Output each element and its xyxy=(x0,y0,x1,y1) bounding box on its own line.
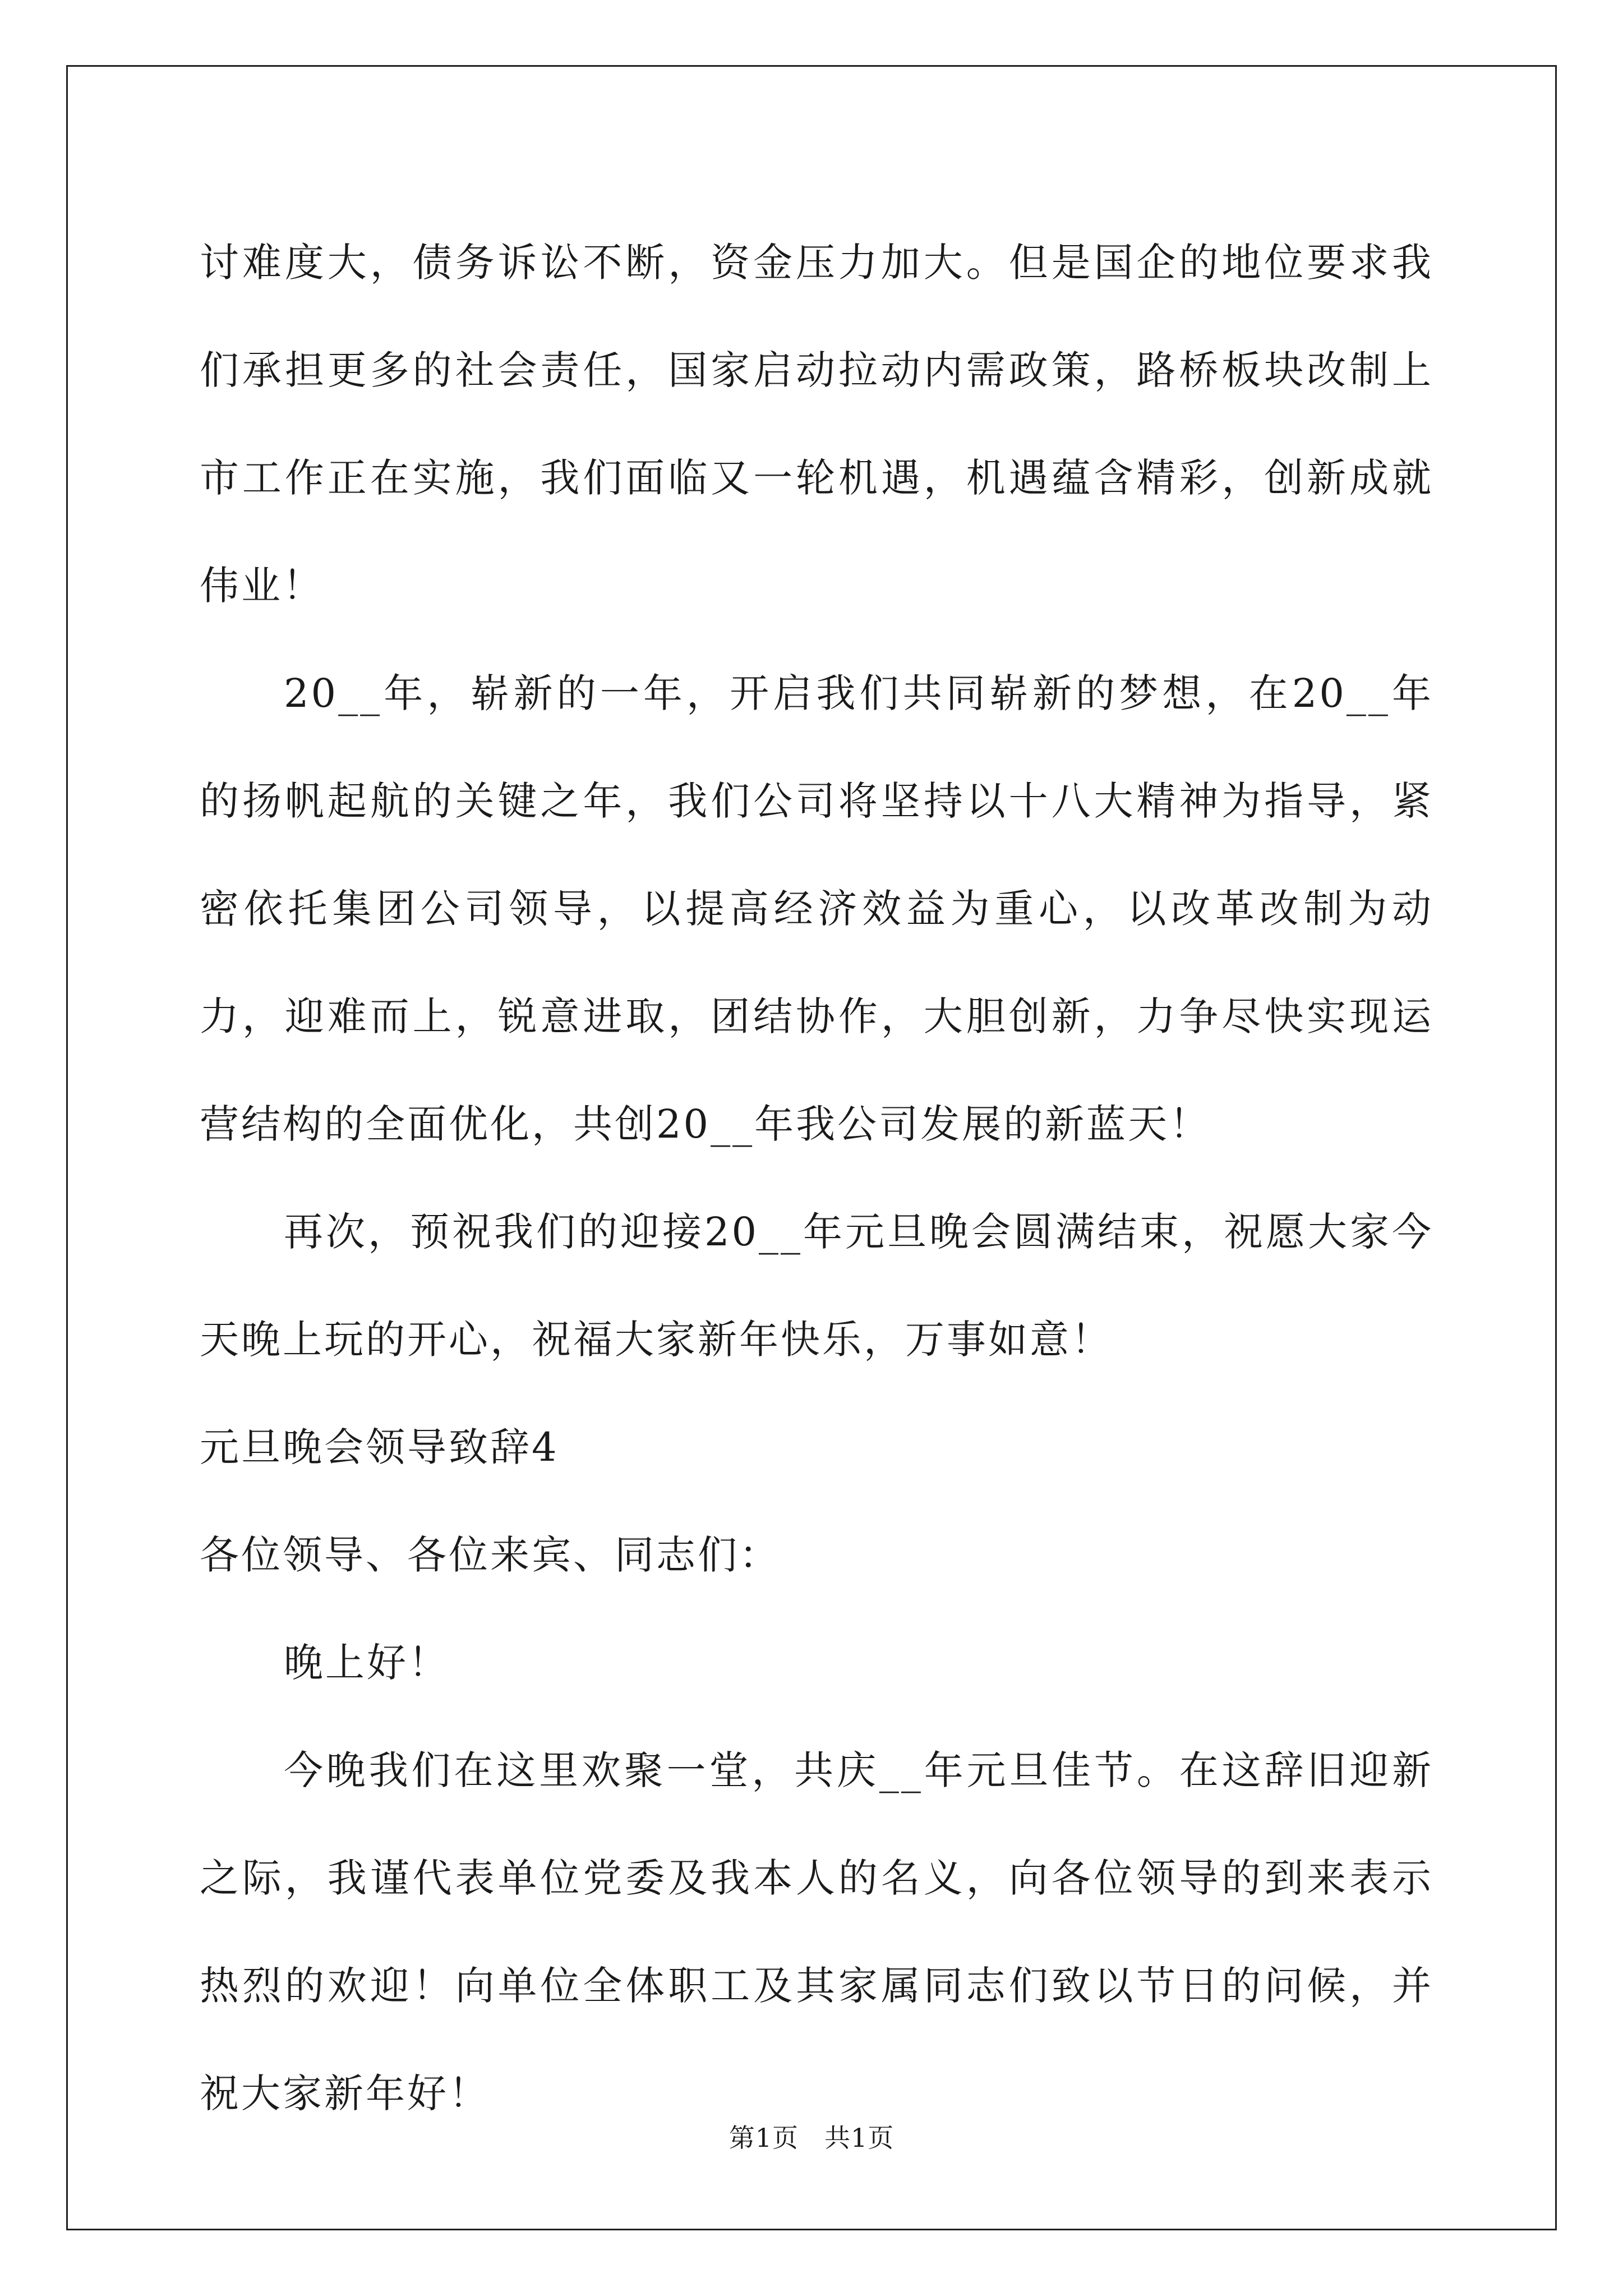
paragraph-continuation: 讨难度大，债务诉讼不断，资金压力加大。但是国企的地位要求我们承担更多的社会责任，国家启动拉动内需政策，路桥板块改制上市工作正在实施，我们面临又一轮机遇，机遇蕴含精彩，创新成就伟业！ xyxy=(200,240,1433,609)
page-number: 第1页 xyxy=(728,2123,799,2153)
paragraph-closing-wishes: 再次，预祝我们的迎接20__年元旦晚会圆满结束，祝愿大家今天晚上玩的开心，祝福大家新年快乐，万事如意！ xyxy=(200,1209,1433,1363)
salutation: 各位领导、各位来宾、同志们： xyxy=(200,1532,781,1578)
speech-title: 元旦晚会领导致辞4 xyxy=(200,1424,559,1470)
greeting: 晚上好！ xyxy=(284,1640,450,1686)
page-total: 共1页 xyxy=(824,2123,895,2153)
paragraph-new-year-vision: 20__年，崭新的一年，开启我们共同崭新的梦想，在20__年的扬帆起航的关键之年，我们公司将坚持以十八大精神为指导，紧密依托集团公司领导，以提高经济效益为重心，以改革改制为动力，迎难而上，锐意进取，团结协作，大胆创新，力争尽快实现运营结构的全面优化，共创20__年我公司发展的新蓝天！ xyxy=(200,670,1433,1147)
paragraph-welcome: 今晚我们在这里欢聚一堂，共庆__年元旦佳节。在这辞旧迎新之际，我谨代表单位党委及我本人的名义，向各位领导的到来表示热烈的欢迎！向单位全体职工及其家属同志们致以节日的问候，并祝大家新年好！ xyxy=(200,1747,1433,2116)
page-footer xyxy=(0,2118,1623,2155)
document-body xyxy=(200,209,1433,2147)
